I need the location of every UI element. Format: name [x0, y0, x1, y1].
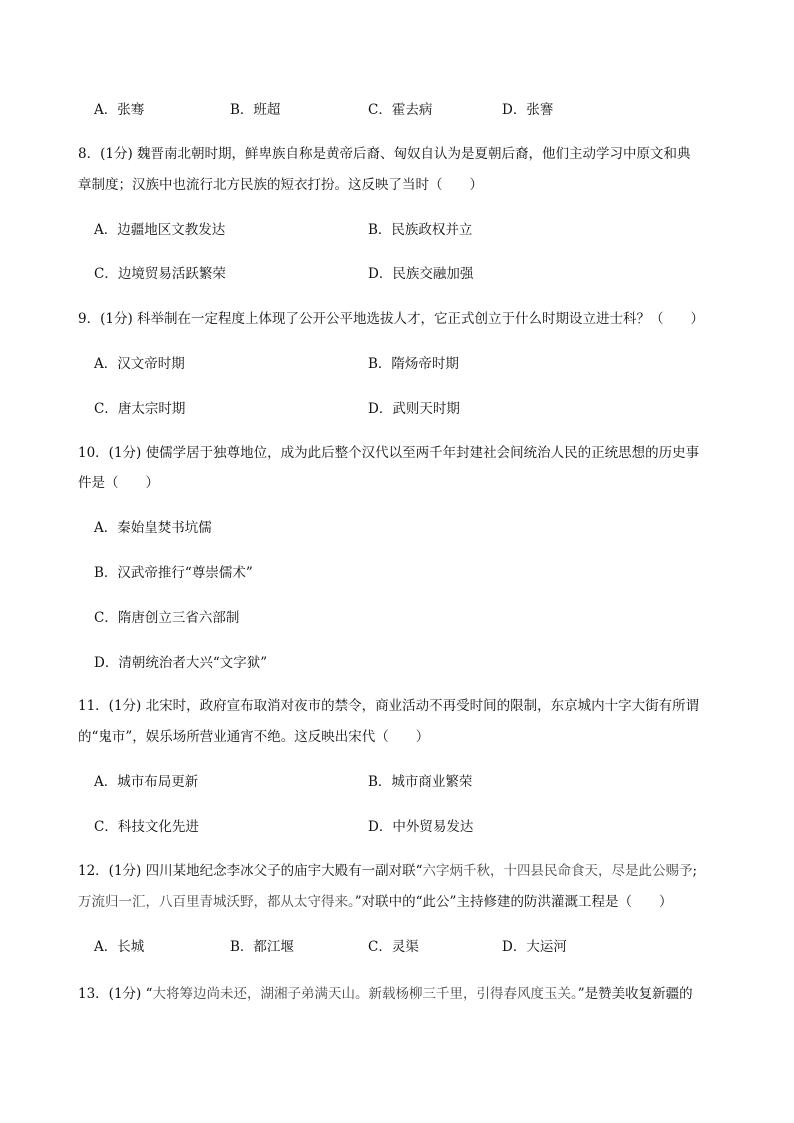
q12-couplet-second-half: 万流归一汇，八百里青城沃野，都从太守得来。	[78, 894, 355, 910]
q10-stem-line2: 件是（ ）	[78, 475, 159, 491]
q12-stem-line1-prefix: 12．(1分) 四川某地纪念李冰父子的庙宇大殿有一副对联“	[78, 863, 423, 879]
q9-stem-line1: 9．(1分) 科举制在一定程度上体现了公开公平地选拔人才，它正式创立于什么时期设立进士科？（ ）	[78, 311, 705, 327]
q11-stem-line1: 11．(1分) 北宋时，政府宣布取消对夜市的禁令，商业活动不再受时间的限制，东京城内十字大街有所谓	[78, 698, 700, 714]
q11-option-d: D．中外贸易发达	[368, 819, 474, 835]
q8-stem-line2: 章制度；汉族中也流行北方民族的短衣打扮。这反映了当时（ ）	[78, 177, 483, 193]
q11-option-a: A．城市布局更新	[94, 774, 199, 790]
q12-option-b: B．都江堰	[230, 939, 294, 955]
q11-option-c: C．科技文化先进	[94, 819, 199, 835]
q7-option-c: C．霍去病	[368, 102, 433, 118]
q12-option-a: A．长城	[94, 939, 145, 955]
q13-poem-quote: 大将筹边尚未还，湖湘子弟满天山。新载杨柳三千里，引得春风度玉关。	[152, 986, 578, 1002]
q10-option-d: D．清朝统治者大兴“文字狱”	[94, 655, 268, 671]
q12-stem-line2	[78, 893, 672, 911]
q7-option-b: B．班超	[230, 102, 281, 118]
q7-option-a: A．张骞	[94, 102, 145, 118]
q9-option-d: D．武则天时期	[368, 401, 460, 417]
q12-option-d: D．大运河	[502, 939, 567, 955]
q12-couplet-first-half: 六字炳千秋，十四县民命食天，尽是此公赐予	[422, 863, 693, 879]
q13-stem-suffix: ”是赞美收复新疆的	[577, 986, 693, 1002]
q8-option-c: C．边境贸易活跃繁荣	[94, 266, 226, 282]
q9-option-a: A．汉文帝时期	[94, 356, 185, 372]
q11-option-b: B．城市商业繁荣	[368, 774, 473, 790]
q13-stem-line1	[78, 985, 693, 1003]
q12-stem-line2-suffix: ”对联中的“此公”主持修建的防洪灌溉工程是（ ）	[354, 894, 673, 910]
q10-option-b: B．汉武帝推行“尊崇儒术”	[94, 565, 253, 581]
q13-stem-prefix: 13．(1分) “	[78, 986, 153, 1002]
q9-option-c: C．唐太宗时期	[94, 401, 186, 417]
q8-stem-line1: 8．(1分) 魏晋南北朝时期，鲜卑族自称是黄帝后裔、匈奴自认为是夏朝后裔，他们主动学习中原文和典	[78, 146, 691, 162]
q9-option-b: B．隋炀帝时期	[368, 356, 459, 372]
q10-option-c: C．隋唐创立三省六部制	[94, 610, 240, 626]
q12-stem-line1	[78, 862, 697, 880]
q8-option-d: D．民族交融加强	[368, 266, 474, 282]
q12-stem-line1-suffix: ;	[692, 863, 698, 879]
q12-option-c: C．灵渠	[368, 939, 419, 955]
q8-option-a: A．边疆地区文教发达	[94, 222, 226, 238]
q10-option-a: A．秦始皇焚书坑儒	[94, 520, 212, 536]
q8-option-b: B．民族政权并立	[368, 222, 473, 238]
q11-stem-line2: 的“鬼市”，娱乐场所营业通宵不绝。这反映出宋代（ ）	[78, 729, 430, 745]
q7-option-d: D．张謇	[502, 102, 554, 118]
q10-stem-line1: 10．(1分) 使儒学居于独尊地位，成为此后整个汉代以至两千年封建社会间统治人民的正统思想的历史事	[78, 445, 700, 461]
